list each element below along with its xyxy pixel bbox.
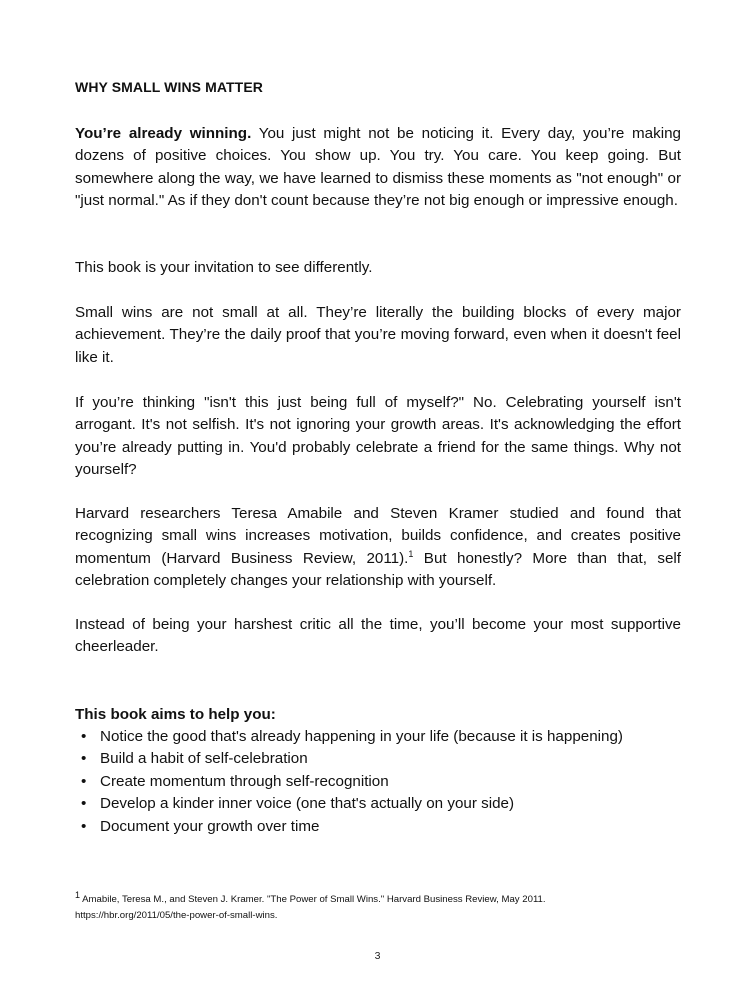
- paragraph-cheerleader: Instead of being your harshest critic all the time, you’ll become your most supportive cheerleader.: [75, 616, 681, 656]
- paragraph-small-wins: Small wins are not small at all. They’re literally the building blocks of every major achievement. They’re the daily proof that you’re moving forward, even when it doesn't feel like it.: [75, 304, 681, 366]
- footnote-reference[interactable]: 1: [408, 548, 414, 559]
- paragraph-research: [75, 503, 681, 593]
- footnote-marker: 1: [75, 889, 81, 900]
- footnote: [75, 889, 695, 924]
- section-heading: WHY SMALL WINS MATTER: [75, 79, 263, 95]
- footnote-url-link[interactable]: https://hbr.org/2011/05/the-power-of-small-wins.: [75, 910, 278, 921]
- bullet-icon: •: [81, 728, 87, 745]
- research-text-continued: But honestly? More than that, self celebration completely changes your relationship with yourself.: [75, 549, 681, 590]
- page-number: 3: [374, 950, 381, 962]
- intro-text: You just might not be noticing it. Every day, you’re making dozens of positive choices. You show up. You try. You care. You keep going. But somewhere along the way, we have learned to dismiss these moments as "not enough" or "just normal." As if they don't count because they’re not big enough or impressive enough.: [75, 125, 681, 210]
- bullet-icon: •: [81, 817, 87, 835]
- list-item: [75, 816, 623, 838]
- list-item-text: Build a habit of self-celebration: [100, 750, 308, 768]
- research-text: Harvard researchers Teresa Amabile and Steven Kramer studied and found that recognizing small wins increases motivation, builds confidence, and creates positive momentum (Harvard Business Review, 2011).: [75, 505, 681, 567]
- footnote-citation: Amabile, Teresa M., and Steven J. Kramer. "The Power of Small Wins." Harvard Business Review, May 2011.: [80, 894, 546, 905]
- list-item-text: Notice the good that's already happening in your life (because it is happening): [100, 728, 623, 745]
- bullet-icon: •: [81, 772, 87, 790]
- aims-list: [75, 726, 623, 838]
- list-item-text: Create momentum through self-recognition: [100, 772, 389, 790]
- paragraph-invitation: This book is your invitation to see differently.: [75, 259, 373, 276]
- list-item-text: Develop a kinder inner voice (one that's actually on your side): [100, 795, 515, 813]
- bullet-icon: •: [81, 750, 87, 768]
- aims-title: This book aims to help you:: [75, 706, 276, 723]
- list-item: [75, 793, 623, 815]
- bullet-icon: •: [81, 795, 87, 813]
- paragraph-thinking: If you’re thinking "isn't this just being full of myself?" No. Celebrating yourself isn't arrogant. It's not selfish. It's not ignoring your growth areas. It's acknowledging the effort you’re already putting in. You'd probably celebrate a friend for the same things. Why not yourself?: [75, 394, 681, 479]
- list-item-text: Document your growth over time: [100, 817, 320, 835]
- list-item: [75, 726, 623, 748]
- intro-bold-lead: You’re already winning.: [75, 125, 252, 142]
- list-item: [75, 748, 623, 770]
- list-item: [75, 771, 623, 793]
- paragraph-intro: [75, 123, 681, 213]
